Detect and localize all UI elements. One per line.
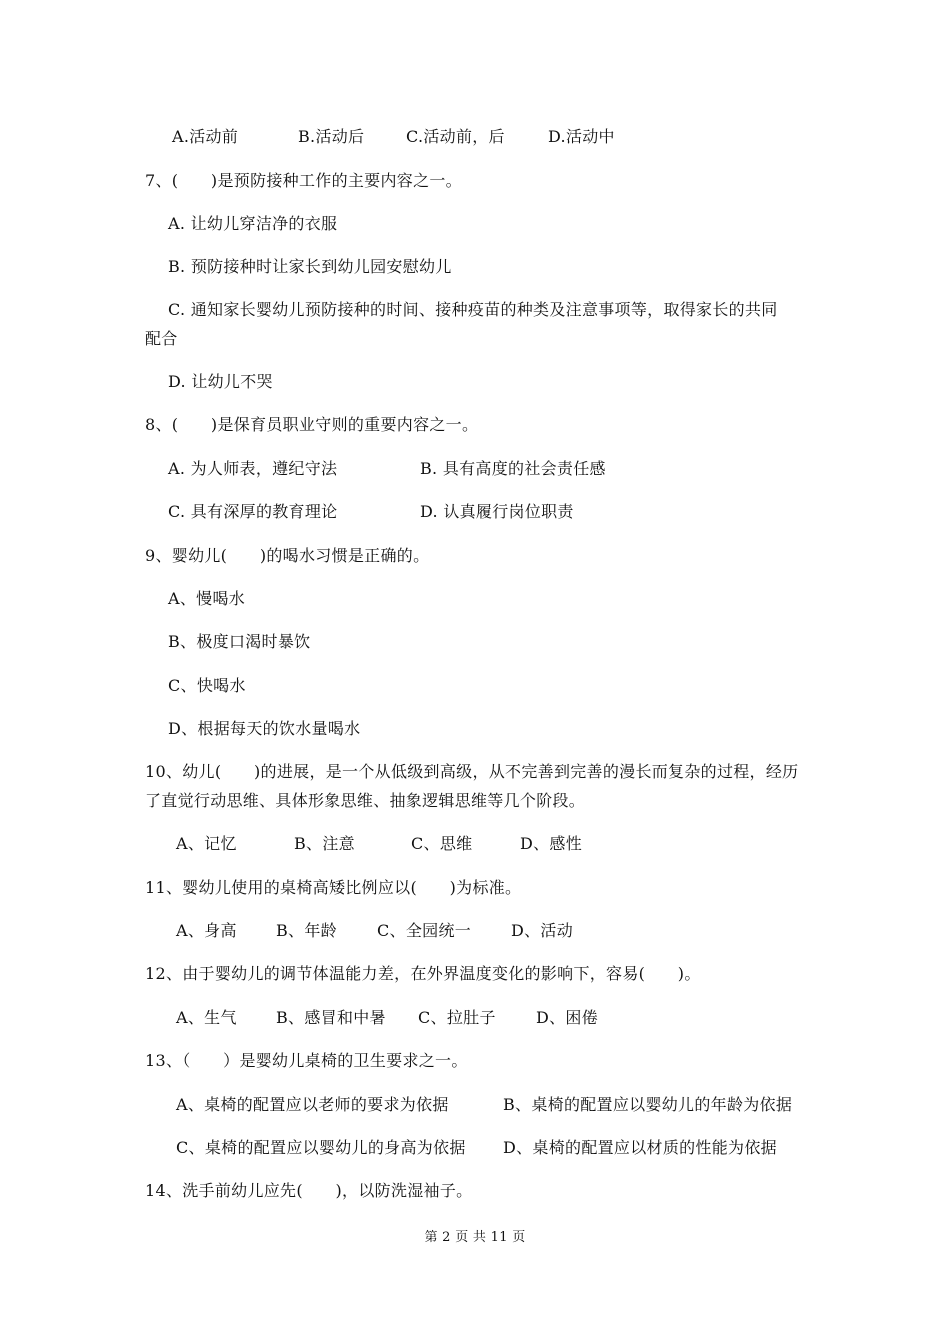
q13-stem: 13、（ ）是婴幼儿桌椅的卫生要求之一。 — [145, 1051, 468, 1070]
q11-option-c: C、全园统一 — [377, 921, 472, 940]
q11-option-b: B、年龄 — [276, 921, 337, 940]
page-footer: 第 2 页 共 11 页 — [424, 1230, 526, 1245]
q7-option-b: B. 预防接种时让家长到幼儿园安慰幼儿 — [168, 257, 452, 276]
q6-option-a: A.活动前 — [172, 127, 239, 146]
q12-option-d: D、困倦 — [536, 1008, 599, 1027]
q7-option-c-line2: 配合 — [145, 329, 178, 348]
q9-option-b: B、极度口渴时暴饮 — [168, 632, 311, 651]
q8-option-b: B. 具有高度的社会责任感 — [420, 459, 606, 478]
q6-option-b: B.活动后 — [298, 127, 365, 146]
q10-option-d: D、感性 — [520, 834, 583, 853]
q14-stem: 14、洗手前幼儿应先( )，以防洗湿袖子。 — [145, 1181, 473, 1200]
q9-option-c: C、快喝水 — [168, 676, 246, 695]
q12-option-c: C、拉肚子 — [418, 1008, 496, 1027]
q13-option-c: C、桌椅的配置应以婴幼儿的身高为依据 — [176, 1138, 466, 1157]
q8-option-a: A. 为人师表，遵纪守法 — [168, 459, 338, 478]
q7-stem: 7、( )是预防接种工作的主要内容之一。 — [145, 171, 462, 190]
q10-option-a: A、记忆 — [176, 834, 237, 853]
q8-option-c: C. 具有深厚的教育理论 — [168, 502, 338, 521]
q13-option-a: A、桌椅的配置应以老师的要求为依据 — [176, 1095, 449, 1114]
q10-option-c: C、思维 — [411, 834, 473, 853]
q10-option-b: B、注意 — [294, 834, 355, 853]
q11-option-a: A、身高 — [176, 921, 237, 940]
q10-stem-line1: 10、幼儿( )的进展，是一个从低级到高级，从不完善到完善的漫长而复杂的过程，经历 — [145, 762, 799, 781]
q12-option-b: B、感冒和中暑 — [276, 1008, 386, 1027]
q12-stem: 12、由于婴幼儿的调节体温能力差，在外界温度变化的影响下，容易( )。 — [145, 964, 701, 983]
q9-option-a: A、慢喝水 — [168, 589, 246, 608]
q7-option-d: D. 让幼儿不哭 — [168, 372, 273, 391]
q13-option-b: B、桌椅的配置应以婴幼儿的年龄为依据 — [503, 1095, 793, 1114]
q6-option-d: D.活动中 — [548, 127, 615, 146]
q6-option-c: C.活动前，后 — [406, 127, 505, 146]
q9-option-d: D、根据每天的饮水量喝水 — [168, 719, 361, 738]
q13-option-d: D、桌椅的配置应以材质的性能为依据 — [503, 1138, 777, 1157]
q7-option-c-line1: C. 通知家长婴幼儿预防接种的时间、接种疫苗的种类及注意事项等，取得家长的共同 — [168, 300, 778, 319]
q10-stem-line2: 了直觉行动思维、具体形象思维、抽象逻辑思维等几个阶段。 — [145, 791, 586, 810]
q7-option-a: A. 让幼儿穿洁净的衣服 — [168, 214, 338, 233]
q8-stem: 8、( )是保育员职业守则的重要内容之一。 — [145, 415, 479, 434]
q12-option-a: A、生气 — [176, 1008, 237, 1027]
q11-stem: 11、婴幼儿使用的桌椅高矮比例应以( )为标准。 — [145, 878, 522, 897]
q8-option-d: D. 认真履行岗位职责 — [420, 502, 574, 521]
q11-option-d: D、活动 — [511, 921, 574, 940]
q9-stem: 9、婴幼儿( )的喝水习惯是正确的。 — [145, 546, 430, 565]
